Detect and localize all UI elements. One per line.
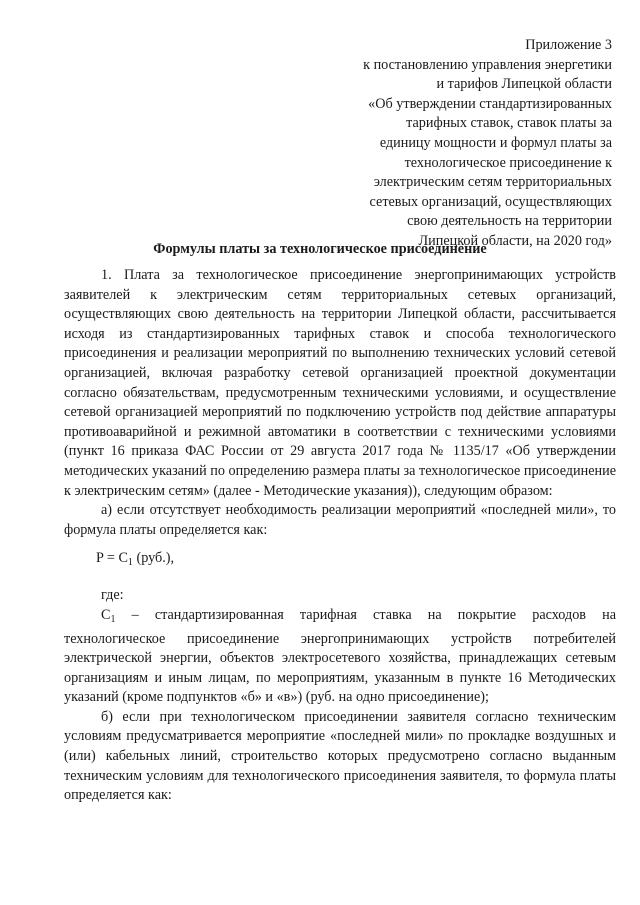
appendix-line: технологическое присоединение к: [404, 154, 612, 171]
formula-rhs: (руб.),: [132, 550, 175, 567]
c1-symbol: C: [101, 606, 111, 623]
appendix-header: [312, 36, 612, 252]
c1-subscript: 1: [110, 613, 116, 625]
formula-lhs: P = C: [96, 550, 128, 567]
appendix-line: Приложение 3: [525, 37, 612, 53]
appendix-line: электрическим сетям территориальных: [373, 174, 612, 191]
appendix-line: единицу мощности и формул платы за: [379, 134, 612, 151]
item-b: б) если при технологическом присоединении заявителя согласно техническим условиям предусматривается мероприятие «последней мили» по прокладке воздушных и (или) кабельных линий, строительство которых предусмотрено согласно выданным техническим условиям для технологического присоединения заявителя, то формула платы определяется как:: [64, 708, 616, 804]
appendix-line: и тарифов Липецкой области: [436, 76, 612, 93]
formula-subscript: 1: [127, 557, 133, 569]
document-title: Формулы платы за технологическое присоединение: [153, 241, 487, 257]
document-body: [64, 266, 616, 806]
formula-p: [64, 549, 616, 569]
appendix-line: сетевых организаций, осуществляющих: [369, 193, 612, 210]
appendix-line: свою деятельность на территории: [407, 213, 612, 230]
c1-definition: [64, 606, 616, 708]
appendix-line: «Об утверждении стандартизированных: [368, 95, 612, 112]
appendix-line: Липецкой области, на 2020 год»: [418, 232, 612, 249]
appendix-line: тарифных ставок, ставок платы за: [406, 115, 612, 132]
appendix-line: к постановлению управления энергетики: [363, 56, 612, 73]
c1-text: – стандартизированная тарифная ставка на покрытие расходов на технологическое присоединение энергопринимающих устройств потребителей электрической энергии, объектов электросетевого хозяйства, принадлежащих сетевым организациям и иным лицам, по мероприятиям, указанным в пункте 16 Методических указаний (кроме подпунктов «б» и «в») (руб. на одно присоединение);: [64, 606, 616, 706]
item-a: а) если отсутствует необходимость реализации мероприятий «последней мили», то формула платы определяется как:: [64, 502, 616, 538]
where-label: где:: [101, 587, 124, 604]
paragraph-1: 1. Плата за технологическое присоединение энергопринимающих устройств заявителей к электрическим сетям территориальных сетевых организаций, осуществляющих свою деятельность на территории Липецкой области, рассчитывается исходя из стандартизированных тарифных ставок и способа технологического присоединения и реализации мероприятий по выполнению технических условий сетевой организацией, включая разработку сетевой организацией проектной документации согласно обязательствам, предусмотренным техническими условиями, и осуществление сетевой организацией мероприятий по подключению устройств под действие аппаратуры противоаварийной и режимной автоматики в соответствии с техническими условиями (пункт 16 приказа ФАС России от 29 августа 2017 года № 1135/17 «Об утверждении методических указаний по определению размера платы за технологическое присоединение к электрическим сетям» (далее - Методические указания)), следующим образом:: [64, 267, 616, 499]
